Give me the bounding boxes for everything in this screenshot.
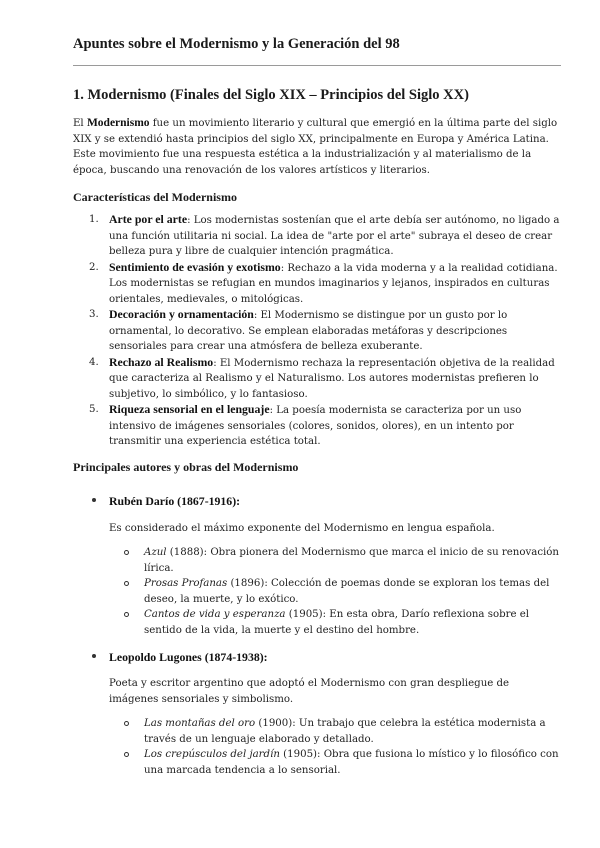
author-description: Poeta y escritor argentino que adoptó el Modernismo con gran despliegue de imágenes sensoriales y simbolismo. <box>109 678 510 705</box>
title-divider <box>73 65 561 66</box>
circle-bullet-icon <box>124 612 129 617</box>
list-term: Arte por el arte <box>109 212 188 226</box>
author-name: Rubén Darío (1867-1916): <box>109 494 241 508</box>
work-text: (1888): Obra pionera del Modernismo que marca el inicio de su renovación lírica. <box>144 547 559 574</box>
authors-heading: Principales autores y obras del Modernismo <box>73 460 299 474</box>
circle-bullet-icon <box>124 581 129 586</box>
characteristics-heading: Características del Modernismo <box>73 190 237 204</box>
list-item <box>109 716 564 747</box>
list-term: Riqueza sensorial en el lenguaje <box>109 402 270 416</box>
circle-bullet-icon <box>124 752 129 757</box>
author-heading <box>92 646 268 665</box>
list-term: Decoración y ornamentación <box>109 307 254 321</box>
bullet-icon <box>92 654 96 658</box>
list-text: : El Modernismo se distingue por un gusto por lo ornamental, lo decorativo. Se emplean elaboradas metáforas y descripciones sensoriales para crear una atmósfera de belleza exuberante. <box>109 310 508 352</box>
intro-text-rest: fue un movimiento literario y cultural que emergió en la última parte del siglo XIX y se extendió hasta principios del siglo XX, principalmente en Europa y América Latina. Este movimiento fue una respuesta estética a la industrialización y al materialismo de la época, buscando una renovación de los valores artísticos y literarios. <box>73 118 558 176</box>
list-item <box>109 747 564 778</box>
section-heading: 1. Modernismo (Finales del Siglo XIX – Principios del Siglo XX) <box>73 87 469 103</box>
list-text: : El Modernismo rechaza la representación objetiva de la realidad que caracteriza al Realismo y el Naturalismo. Los autores modernistas prefieren lo subjetivo, lo simbólico, y lo fantasioso. <box>109 357 555 400</box>
work-title: Prosas Profanas <box>144 578 228 589</box>
work-text: (1896): Colección de poemas donde se exploran los temas del deseo, la muerte, y lo exótico. <box>144 578 550 605</box>
work-text: (1905): En esta obra, Darío reflexiona sobre el sentido de la vida, la muerte y el destino del hombre. <box>144 609 530 636</box>
list-item <box>109 607 564 638</box>
list-term: Rechazo al Realismo <box>109 354 214 369</box>
intro-strong-term: Modernismo <box>86 117 150 129</box>
work-title: Cantos de vida y esperanza <box>144 609 286 620</box>
works-list <box>109 716 564 778</box>
list-term: Sentimiento de evasión y exotismo <box>109 259 281 274</box>
bullet-icon <box>92 498 96 502</box>
circle-bullet-icon <box>124 721 129 726</box>
list-number: 1. <box>89 214 99 225</box>
list-item <box>73 212 563 260</box>
author-name: Leopoldo Lugones (1874-1938): <box>109 650 268 664</box>
document-title: Apuntes sobre el Modernismo y la Generación del 98 <box>73 36 400 52</box>
list-item <box>73 307 563 355</box>
list-number: 4. <box>89 356 99 368</box>
work-title: Las montañas del oro <box>144 718 256 729</box>
intro-text-start: El <box>73 118 87 129</box>
list-item <box>109 545 564 576</box>
work-title: Los crepúsculos del jardín <box>144 749 280 760</box>
list-number: 2. <box>89 261 99 273</box>
list-item <box>73 260 563 308</box>
characteristics-list <box>73 212 563 450</box>
list-item <box>73 355 563 403</box>
list-number: 5. <box>89 404 99 415</box>
work-title: Azul <box>144 547 167 558</box>
works-list <box>109 545 564 638</box>
circle-bullet-icon <box>124 550 129 555</box>
work-text: (1900): Un trabajo que celebra la estética modernista a través de un lenguaje elaborado y detallado. <box>144 718 546 745</box>
intro-paragraph <box>73 116 563 178</box>
list-text: : La poesía modernista se caracteriza por un uso intensivo de imágenes sensoriales (colores, sonidos, olores), en un intento por transmitir una experiencia estética total. <box>109 405 522 447</box>
author-heading <box>92 490 240 509</box>
list-number: 3. <box>89 309 99 320</box>
list-item <box>73 402 563 450</box>
work-text: (1905): Obra que fusiona lo místico y lo filosófico con una marcada tendencia a lo sensorial. <box>144 749 559 776</box>
list-item <box>109 576 564 607</box>
author-description: Es considerado el máximo exponente del Modernismo en lengua española. <box>109 523 495 534</box>
list-text: : Rechazo a la vida moderna y a la realidad cotidiana. Los modernistas se refugian en mundos imaginarios y lejanos, inspirados en culturas orientales, medievales, o mitológicas. <box>109 262 558 305</box>
list-text: : Los modernistas sostenían que el arte debía ser autónomo, no ligado a una función utilitaria ni social. La idea de "arte por el arte" subraya el deseo de crear belleza pura y libre de cualquier intención pragmática. <box>109 215 560 257</box>
